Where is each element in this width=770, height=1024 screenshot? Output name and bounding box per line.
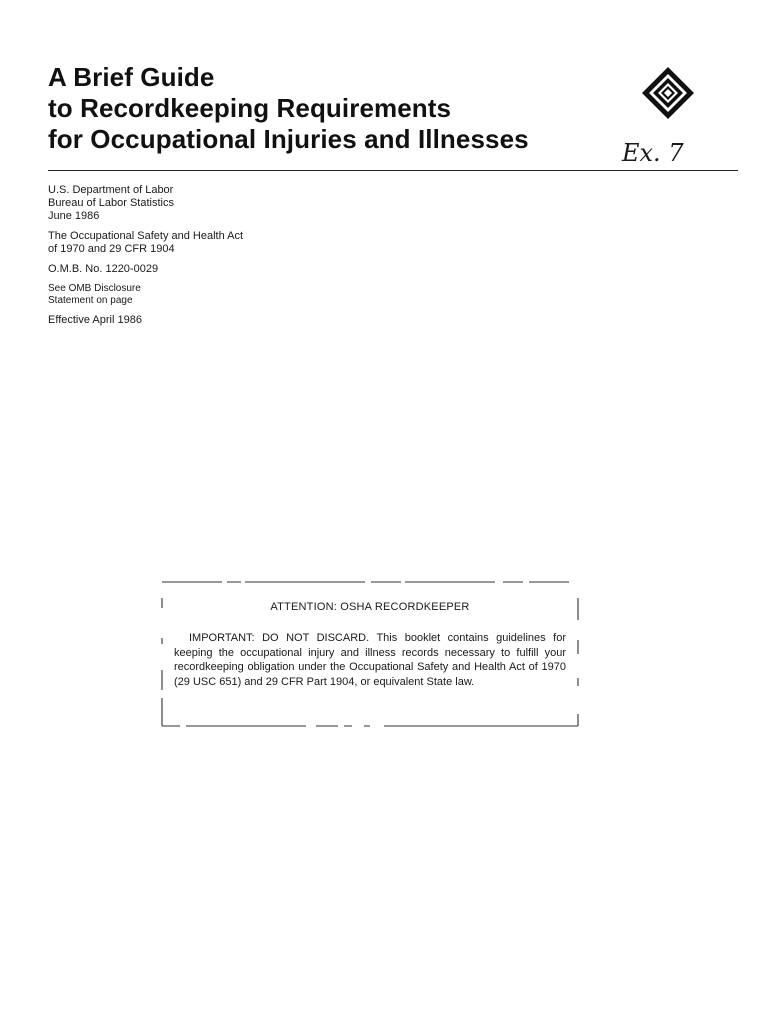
notice-body: IMPORTANT: DO NOT DISCARD. This booklet contains guidelines for keeping the occupational injury and illness records necessary to fulfill your recordkeeping obligation under the Occupational Safety and Health Act of 1970 (29 USC 651) and 29 CFR Part 1904, or equivalent State law.	[174, 632, 566, 688]
title-rule	[48, 170, 738, 171]
disclosure-line-2: Statement on page	[48, 295, 133, 306]
authority-block	[48, 230, 348, 256]
authority-line-1: The Occupational Safety and Health Act	[48, 230, 244, 242]
omb-number	[48, 263, 348, 276]
notice-heading: ATTENTION: OSHA RECORDKEEPER	[270, 601, 470, 613]
authority-line-2: of 1970 and 29 CFR 1904	[48, 243, 175, 255]
dol-diamond-seal-icon	[641, 66, 695, 120]
title-line-1: A Brief Guide	[48, 62, 215, 92]
publication-date: June 1986	[48, 210, 100, 222]
exhibit-handwritten-mark: Ex. 7	[622, 139, 684, 167]
document-title	[48, 62, 628, 155]
publication-info	[48, 184, 348, 334]
title-line-2: to Recordkeeping Requirements	[48, 93, 452, 123]
recordkeeper-notice-box	[160, 580, 580, 728]
effective-date	[48, 314, 348, 327]
publisher-block	[48, 184, 348, 223]
disclosure-block	[48, 283, 348, 307]
bureau-text: Bureau of Labor Statistics	[48, 197, 174, 209]
disclosure-line-1: See OMB Disclosure	[48, 283, 141, 294]
omb-number-text: O.M.B. No. 1220-0029	[48, 263, 159, 275]
title-line-3: for Occupational Injuries and Illnesses	[48, 124, 529, 154]
department-text: U.S. Department of Labor	[48, 184, 174, 196]
effective-date-text: Effective April 1986	[48, 314, 142, 326]
